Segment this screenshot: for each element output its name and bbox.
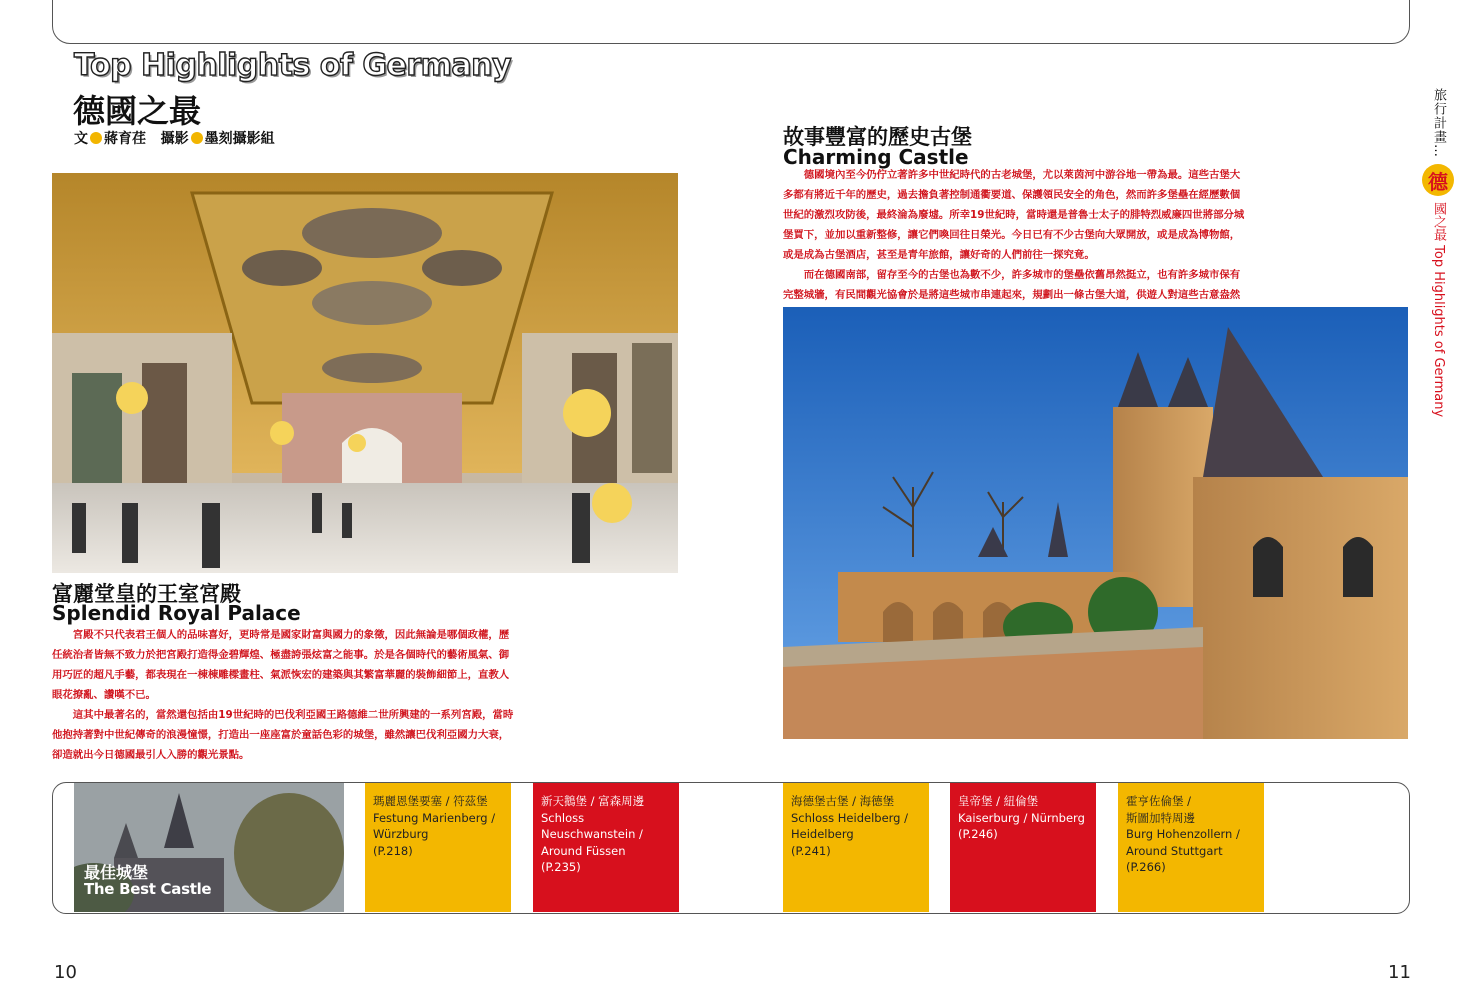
castle-card	[365, 783, 511, 912]
castle-paragraph-2: 而在德國南部，留存至今的古堡也為數不少，許多城市的堡壘依舊昂然挺立，也有許多城市保有完整城牆，有民間觀光協會於是將這些城市串連起來，規劃出一條古堡大道，供遊人對這些古意盎然	[783, 269, 1241, 301]
palace-body	[52, 625, 514, 765]
castle-photo	[783, 307, 1408, 739]
card-line: Kaiserburg / Nürnberg	[958, 810, 1085, 825]
card-line: Around Stuttgart	[1126, 843, 1223, 858]
card-page-ref: (P.235)	[541, 860, 581, 874]
card-line: 皇帝堡 / 紐倫堡	[958, 794, 1039, 808]
side-tab-top-text: 旅行計畫…	[1431, 88, 1446, 158]
castle-card	[783, 783, 929, 912]
card-line: Schloss Neuschwanstein /	[541, 810, 643, 841]
castle-card	[1118, 783, 1264, 912]
card-line: Schloss Heidelberg /	[791, 810, 908, 825]
best-castle-label-zh: 最佳城堡	[84, 863, 149, 882]
card-line: 海德堡古堡 / 海德堡	[791, 794, 895, 808]
header-frame	[52, 0, 1410, 44]
card-line: Heidelberg	[791, 827, 854, 841]
page-title-en: Top Highlights of Germany	[74, 48, 512, 83]
page-title-zh: 德國之最	[73, 92, 202, 130]
card-line: 瑪麗恩堡要塞 / 符茲堡	[373, 794, 488, 808]
best-castle-label-en: The Best Castle	[84, 880, 212, 898]
castle-body	[783, 165, 1246, 325]
bullet-dot-icon	[90, 132, 102, 144]
card-line: Würzburg	[373, 827, 429, 841]
credit-photographer: 墨刻攝影組	[204, 131, 275, 147]
palace-paragraph-2: 這其中最著名的，當然還包括由19世紀時的巴伐利亞國王路德維二世所興建的一系列宮殿，當時他抱持著對中世紀傳奇的浪漫憧憬，打造出一座座富於童話色彩的城堡，雖然讓巴伐利亞國力大衰，卻造就出今日德國最引人入勝的觀光景點。	[52, 709, 514, 761]
page-number-right: 11	[1388, 962, 1411, 983]
credit-photo-label: 攝影	[160, 131, 189, 147]
bullet-dot-icon	[191, 132, 203, 144]
castle-title-zh: 故事豐富的歷史古堡	[783, 125, 972, 149]
castle-card	[950, 783, 1096, 912]
palace-paragraph-1: 宮殿不只代表君王個人的品味喜好，更時常是國家財富與國力的象徵，因此無論是哪個政權，歷任統治者皆無不致力於把宮殿打造得金碧輝煌、極盡誇張炫富之能事。於是各個時代的藝術風氣、御用巧匠的超凡手藝，都表現在一棟棟雕樑畫柱、氣派恢宏的建築與其繁富華麗的裝飾細節上，直教人眼花撩亂、讚嘆不已。	[52, 629, 510, 701]
side-tab-bottom-text: 國之最 Top Highlights of Germany	[1431, 202, 1446, 418]
card-page-ref: (P.266)	[1126, 860, 1166, 874]
castle-card	[533, 783, 679, 912]
card-line: 斯圖加特周邊	[1126, 810, 1195, 825]
palace-title-zh: 富麗堂皇的王室宮殿	[52, 582, 241, 606]
chapter-badge: 德	[1422, 164, 1454, 196]
card-line: 新天鵝堡 / 富森周邊	[541, 794, 645, 808]
card-page-ref: (P.218)	[373, 843, 413, 858]
card-page-ref: (P.246)	[958, 827, 998, 841]
palace-photo	[52, 173, 678, 573]
card-line: Burg Hohenzollern /	[1126, 827, 1240, 841]
castle-paragraph-1: 德國境內至今仍佇立著許多中世紀時代的古老城堡，尤以萊茵河中游谷地一帶為最。這些古堡大多都有將近千年的歷史，過去擔負著控制通衢要道、保護領民安全的角色，然而許多堡壘在經歷數個世紀的激烈攻防後，最終淪為廢墟。所幸19世紀時，當時還是普魯士太子的腓特烈威廉四世將部分城堡買下，並加以重新整修，讓它們喚回往日榮光。今日已有不少古堡向大眾開放，或是成為博物館，或是成為古堡酒店，甚至是青年旅館，讓好奇的人們前往一探究竟。	[783, 169, 1245, 261]
card-line: 霍亨佐倫堡 /	[1126, 794, 1192, 808]
credit-line	[74, 128, 275, 148]
palace-title-en: Splendid Royal Palace	[52, 601, 301, 625]
card-line: Around Füssen	[541, 843, 626, 858]
side-chapter-tab	[1420, 88, 1456, 417]
card-line: Festung Marienberg /	[373, 810, 496, 825]
credit-author: 蔣育荏	[104, 131, 146, 147]
card-page-ref: (P.241)	[791, 843, 831, 858]
page-number-left: 10	[54, 962, 77, 983]
castle-title-en: Charming Castle	[783, 145, 969, 169]
credit-text-label: 文	[74, 131, 88, 147]
